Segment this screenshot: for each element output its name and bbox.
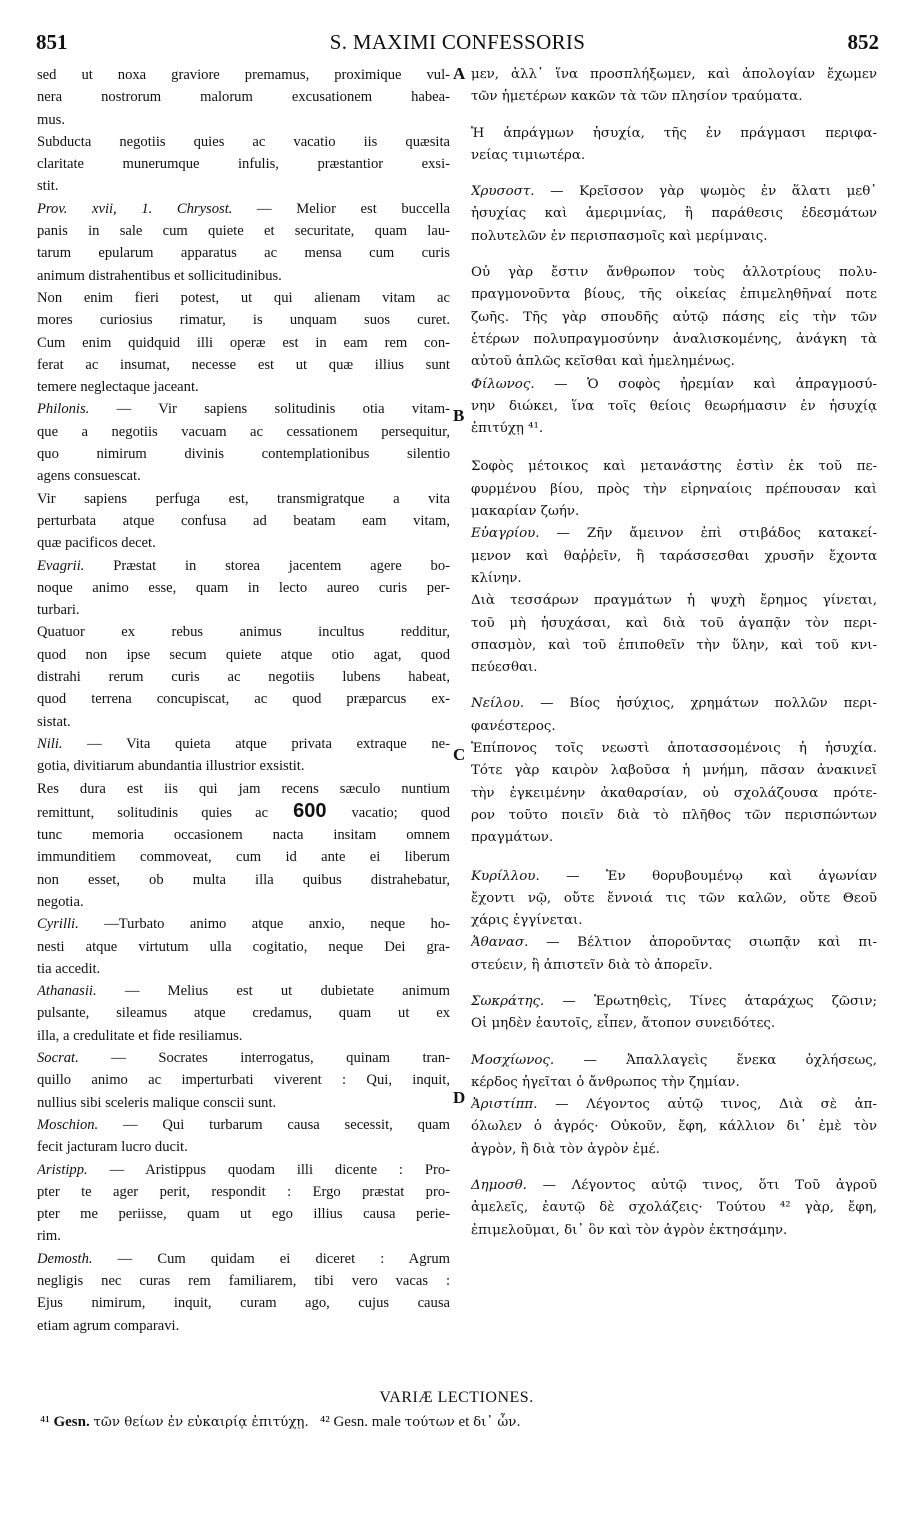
latin-line — [37, 891, 450, 913]
greek-paragraph — [471, 693, 877, 738]
latin-line-text: claritate munerumque infulis, præstantior exsi- — [37, 156, 450, 173]
greek-line-text: ἡσυχίας καὶ ἀμεριμνίας, ἢ παράθεσις ἐδεσμάτων — [471, 206, 877, 222]
greek-line — [471, 991, 877, 1013]
latin-line-text: sed ut noxa graviore premamus, proximique vul- — [37, 67, 450, 83]
latin-line — [37, 958, 450, 980]
latin-line — [37, 1159, 450, 1181]
greek-paragraph — [471, 866, 877, 933]
greek-line — [471, 613, 877, 635]
latin-paragraph — [37, 913, 450, 980]
latin-line-text: mus. — [37, 111, 65, 128]
latin-line — [37, 936, 450, 958]
greek-line-text: — Ἀπαλλαγεὶς ἕνεκα ὀχλήσεως, — [583, 1052, 877, 1068]
latin-line-text: — Vir sapiens solitudinis otia vitam- — [116, 401, 450, 418]
greek-paragraph — [471, 181, 877, 248]
column-number-marker: 600 — [268, 799, 352, 822]
latin-line — [37, 913, 450, 935]
latin-source-label: Socrat. — [37, 1050, 112, 1067]
latin-source-label: Prov. xvii, 1. Chrysost. — [37, 200, 258, 217]
greek-line — [471, 590, 877, 612]
latin-line — [37, 733, 450, 755]
latin-source-label: Athanasii. — [37, 983, 125, 1000]
greek-line-text: ἐπιτύχῃ ⁴¹. — [471, 421, 544, 437]
latin-line — [37, 1315, 450, 1337]
latin-line-text: ferat ac insumat, necesse est ut quæ illius sunt — [37, 356, 450, 373]
latin-source-label: Aristipp. — [37, 1161, 110, 1178]
latin-line — [37, 1136, 450, 1158]
greek-source-label: Ἀριστίππ. — [471, 1097, 556, 1113]
greek-line — [471, 1220, 877, 1242]
latin-line-text: quillo animo ac imperturbati viverent : Qui, inquit, — [37, 1072, 450, 1089]
latin-line-text: rim. — [37, 1228, 61, 1245]
latin-source-label: Philonis. — [37, 401, 117, 418]
greek-line — [471, 226, 877, 248]
latin-line — [37, 332, 450, 354]
latin-line — [37, 980, 450, 1002]
latin-line — [37, 198, 450, 220]
latin-line — [37, 1203, 450, 1225]
latin-line-text: sistat. — [37, 713, 71, 730]
variae-lectiones-notes — [40, 1414, 900, 1431]
latin-line-text: — Socrates interrogatus, quinam tran- — [111, 1050, 450, 1067]
latin-line — [37, 824, 450, 846]
latin-paragraph — [37, 1248, 450, 1337]
greek-line — [471, 716, 877, 738]
greek-line-text: Οὐ γὰρ ἔστιν ἄνθρωπον τοὺς ἀλλοτρίους πολυ- — [471, 265, 877, 281]
latin-paragraph — [37, 980, 450, 1047]
greek-line-text: ρον τοῦτο ποιεῖν διὰ τὸ πλῆθος τῶν περισπώντων — [471, 807, 877, 823]
margin-marker-d: D — [453, 1088, 466, 1107]
latin-line — [37, 465, 450, 487]
greek-line — [471, 418, 877, 440]
latin-paragraph — [37, 1047, 450, 1114]
latin-line-text: Subducta negotiis quies ac vacatio iis quæsita — [37, 133, 450, 150]
latin-line — [37, 800, 450, 824]
greek-line — [471, 568, 877, 590]
latin-line — [37, 621, 450, 643]
greek-line — [471, 783, 877, 805]
greek-paragraph — [471, 1094, 877, 1161]
greek-line — [471, 955, 877, 977]
greek-line — [471, 307, 877, 329]
greek-source-label: Κυρίλλου. — [471, 868, 567, 884]
greek-source-label: Φίλωνος. — [471, 376, 555, 392]
latin-line-text: tunc memoria occasionem nacta insitam omnem — [37, 827, 450, 844]
latin-line — [37, 443, 450, 465]
latin-line-text: vacatio; quod — [351, 804, 450, 821]
margin-marker-b: B — [453, 406, 465, 425]
greek-line-text: στεύειν, ἢ ἀπιστεῖν διὰ τὸ ἀπορεῖν. — [471, 957, 713, 973]
greek-line-text: κλίνην. — [471, 570, 522, 586]
greek-line — [471, 932, 877, 954]
greek-paragraph — [471, 991, 877, 1036]
latin-line-text: Res dura est iis qui jam recens sæculo nuntium — [37, 780, 450, 797]
greek-source-label: Ἀθανασ. — [471, 935, 547, 951]
latin-line-text: que a negotiis vacuam ac cessationem persequitur, — [37, 423, 450, 440]
latin-line-text: —Turbato animo atque anxio, neque ho- — [104, 916, 450, 933]
greek-line-text: νην διώκει, ἵνα τοῖς θείοις θεωρήμασιν ἐν ἡσυχίᾳ — [471, 398, 877, 414]
running-title: S. MAXIMI CONFESSORIS — [329, 30, 586, 54]
greek-line-text: κέρδος ἡγεῖται ὁ ἄνθρωπος τὴν ζημίαν. — [471, 1074, 740, 1090]
greek-line — [471, 181, 877, 203]
greek-line-text: — Ἐν θορυβουμένῳ καὶ ἀγωνίαν — [566, 868, 877, 884]
greek-line-text: Σοφὸς μέτοικος καὶ μετανάστης ἐστὶν ἐκ τοῦ πε- — [471, 459, 877, 475]
greek-paragraph — [471, 64, 877, 109]
latin-source-label: Nili. — [37, 735, 88, 752]
latin-line-text: — Melior est buccella — [257, 200, 450, 217]
greek-line-text: — Ζῆν ἄμεινον ἐπὶ στιβάδος κατακεί- — [556, 526, 877, 542]
greek-paragraph — [471, 123, 877, 168]
greek-paragraph — [471, 932, 877, 977]
right-page-number: 852 — [847, 30, 879, 54]
greek-line — [471, 456, 877, 478]
greek-line-text: φυρμένου βίου, πρὸς τὴν εἰρηναίοις πρέπουσαν καὶ — [471, 481, 877, 497]
latin-line — [37, 1248, 450, 1270]
latin-line-text: fecit jacturam lucro ducit. — [37, 1139, 188, 1156]
greek-line-text: ἀμελεῖς, ἑαυτῷ δὲ σχολάζεις· Τούτου ⁴² γὰρ, ἔφη, — [471, 1200, 877, 1216]
note-2-greek-2: δι᾽ ὧν. — [473, 1415, 521, 1430]
latin-line — [37, 265, 450, 287]
greek-line — [471, 866, 877, 888]
latin-line — [37, 555, 450, 577]
latin-paragraph — [37, 398, 450, 487]
greek-line — [471, 760, 877, 782]
latin-line — [37, 688, 450, 710]
latin-source-label: Moschion. — [37, 1116, 123, 1133]
latin-line-text: pter te ager perit, respondit : Ergo præstat pro- — [37, 1183, 450, 1200]
greek-line — [471, 86, 877, 108]
greek-source-label: Χρυσοστ. — [471, 184, 551, 200]
latin-line — [37, 755, 450, 777]
greek-line-text: τοῦ μὴ ἡσυχάσαι, καὶ διὰ τοῦ ἀγαπᾷν τὸν περι- — [471, 615, 877, 631]
latin-line — [37, 354, 450, 376]
latin-line-text: gotia, divitiarum abundantia illustrior exsistit. — [37, 758, 305, 775]
latin-line-text: quo nimirum divinis contemplationibus silentio — [37, 446, 450, 463]
latin-paragraph — [37, 1114, 450, 1159]
note-2-mid: et — [458, 1414, 470, 1430]
greek-line — [471, 262, 877, 284]
latin-line-text: tarum epularum apparatus ac mensa cum curis — [37, 245, 450, 262]
latin-line-text: immunditiem commoveat, cum id ante ei liberum — [37, 849, 450, 866]
latin-line-text: panis in sale cum quiete et securitate, quam lau- — [37, 223, 450, 240]
greek-line-text: Διὰ τεσσάρων πραγμάτων ἡ ψυχὴ ἔρημος γίνεται, — [471, 593, 877, 609]
latin-paragraph — [37, 778, 450, 914]
latin-line-text: perturbata atque confusa ad beatam eam vitam, — [37, 512, 450, 529]
greek-line — [471, 284, 877, 306]
greek-line-text: αὐτοῦ ἁπλῶς κεῖσθαι καὶ ἠμελημένως. — [471, 354, 735, 370]
latin-line — [37, 398, 450, 420]
latin-line — [37, 488, 450, 510]
latin-paragraph — [37, 555, 450, 622]
greek-line — [471, 374, 877, 396]
latin-paragraph — [37, 621, 450, 732]
latin-line-text: Quatuor ex rebus animus incultus redditur, — [37, 624, 450, 641]
greek-line-text: — Κρεῖσσον γὰρ ψωμὸς ἐν ἅλατι μεθ᾽ — [550, 184, 877, 200]
page-header — [36, 30, 879, 60]
greek-line — [471, 738, 877, 760]
note-2-label: Gesn. male — [333, 1414, 401, 1430]
latin-line — [37, 421, 450, 443]
latin-column — [37, 64, 450, 1337]
latin-line — [37, 599, 450, 621]
greek-line — [471, 635, 877, 657]
greek-line-text: Ἡ ἀπράγμων ἡσυχία, τῆς ἐν πράγμασι περιφα- — [471, 125, 877, 141]
greek-source-label: Μοσχίωνος. — [471, 1052, 584, 1068]
greek-line-text: μενον καὶ θαῤῥεῖν, ἢ ταράσσεσθαι χρυσῆν ἔχοντα — [471, 548, 877, 564]
latin-line — [37, 1181, 450, 1203]
note-2-greek: τούτων — [404, 1415, 455, 1430]
latin-line-text: non esset, ob multa illa quibus distrahebatur, — [37, 871, 450, 888]
latin-line — [37, 1002, 450, 1024]
latin-paragraph — [37, 64, 450, 131]
note-1-number: ⁴¹ — [40, 1414, 50, 1430]
greek-line — [471, 693, 877, 715]
latin-line — [37, 376, 450, 398]
greek-line-text: μακαρίαν ζωήν. — [471, 504, 580, 520]
latin-line-text: nesti atque virtutum ulla cogitatio, neque Dei gra- — [37, 938, 450, 955]
greek-line-text: ἔχοντι νῷ, οὔτε ἔννοιά τις τῶν καλῶν, οὔτε Θεοῦ — [471, 890, 877, 906]
greek-paragraph — [471, 1175, 877, 1242]
greek-line-text: — Βίος ἡσύχιος, χρημάτων πολλῶν περι- — [540, 696, 877, 712]
latin-line-text: noque animo esse, quam in lecto aureo curis per- — [37, 579, 450, 596]
greek-line-text: μεν, ἀλλ᾽ ἵνα προσπλήξωμεν, καὶ ἀπολογίαν ἔχωμεν — [471, 67, 877, 82]
margin-marker-c: C — [453, 745, 466, 764]
latin-line-text: temere neglectaque jaceant. — [37, 379, 199, 396]
greek-line — [471, 1197, 877, 1219]
greek-line-text: Οἱ μηδὲν ἑαυτοῖς, εἶπεν, ἄτοπον συνειδότες. — [471, 1016, 776, 1032]
greek-line — [471, 1175, 877, 1197]
latin-line-text: quæ pacificos decet. — [37, 535, 156, 552]
greek-source-label: Σωκράτης. — [471, 993, 563, 1009]
greek-line-text: πραγμάτων. — [471, 830, 554, 846]
latin-line-text: distrahi rerum curis ac negotiis lubens habeat, — [37, 669, 450, 686]
latin-line — [37, 1114, 450, 1136]
greek-line-text: — Ὁ σοφὸς ἠρεμίαν καὶ ἀπραγμοσύ- — [554, 376, 877, 392]
greek-paragraph — [471, 590, 877, 679]
latin-line-text: turbari. — [37, 602, 80, 619]
greek-line — [471, 396, 877, 418]
greek-line-text: ἀγρὸν, ἢ διὰ τὸν ἀγρὸν ἐμέ. — [471, 1141, 660, 1157]
greek-line — [471, 501, 877, 523]
latin-line-text: — Vita quieta atque privata extraque ne- — [87, 735, 450, 752]
latin-line — [37, 1025, 450, 1047]
latin-line — [37, 1292, 450, 1314]
latin-line — [37, 242, 450, 264]
greek-line — [471, 805, 877, 827]
greek-line-text: ἑτέρων πολυπραγμοσύνην ἀναλισκομένης, ἀνάγκη τὰ — [471, 331, 877, 347]
latin-line-text: animum distrahentibus et sollicitudinibus. — [37, 267, 282, 284]
greek-line — [471, 1139, 877, 1161]
greek-line — [471, 546, 877, 568]
latin-line-text: — Qui turbarum causa secessit, quam — [123, 1116, 450, 1133]
greek-line — [471, 145, 877, 167]
latin-line-text: negligis nec curas rem familiarem, tibi vero vacas : — [37, 1273, 450, 1290]
greek-line — [471, 479, 877, 501]
latin-line — [37, 86, 450, 108]
latin-line — [37, 309, 450, 331]
greek-line-text: πολυτελῶν ἐν περισπασμοῖς καὶ μερίμναις. — [471, 228, 768, 244]
greek-line-text: Ἐπίπονος τοῖς νεωστὶ ἀποτασσομένοις ἡ ἡσυχία. — [471, 741, 877, 757]
latin-line-text: remittunt, solitudinis quies ac — [37, 804, 269, 821]
greek-line — [471, 1116, 877, 1138]
greek-line — [471, 1094, 877, 1116]
latin-line-text: mores curiosius rimatur, is unquam suos curet. — [37, 312, 450, 329]
greek-line-text: όλωλεν ὁ ἀγρός· Οὐκοῦν, ἔφη, κάλλιον δι᾽ ἐμὲ τὸν — [471, 1119, 877, 1135]
left-page-number: 851 — [36, 30, 68, 54]
latin-paragraph — [37, 287, 450, 398]
greek-line-text: φανέστερος. — [471, 718, 556, 734]
latin-line-text: quod terrena concupiscat, ac quod præparcus ex- — [37, 691, 450, 708]
note-2-number: ⁴² — [319, 1414, 330, 1430]
variae-lectiones-title: VARIÆ LECTIONES. — [379, 1389, 534, 1406]
latin-line — [37, 778, 450, 800]
latin-line — [37, 1270, 450, 1292]
latin-line-text: nera nostrorum malorum excusationem habea- — [37, 89, 450, 106]
greek-line — [471, 1050, 877, 1072]
greek-source-label: Νείλου. — [471, 696, 541, 712]
latin-source-label: Cyrilli. — [37, 916, 105, 933]
latin-paragraph — [37, 488, 450, 555]
latin-paragraph — [37, 1159, 450, 1248]
greek-line — [471, 203, 877, 225]
latin-line — [37, 220, 450, 242]
latin-line — [37, 1069, 450, 1091]
greek-paragraph — [471, 738, 877, 849]
latin-line — [37, 532, 450, 554]
latin-paragraph — [37, 198, 450, 287]
greek-source-label: Δημοσθ. — [471, 1178, 543, 1194]
latin-line — [37, 175, 450, 197]
greek-line-text: Τότε γὰρ καιρὸν λαβοῦσα ἡ μνήμη, πᾶσαν ἀνακινεῖ — [471, 763, 877, 779]
latin-line — [37, 846, 450, 868]
greek-source-label: Εὐαγρίου. — [471, 526, 557, 542]
latin-line — [37, 153, 450, 175]
greek-paragraph — [471, 456, 877, 523]
greek-line — [471, 1013, 877, 1035]
greek-line-text: χάρις ἐγγίνεται. — [471, 913, 583, 929]
latin-line — [37, 644, 450, 666]
latin-source-label: Evagrii. — [37, 557, 114, 574]
latin-line-text: pter me periisse, quam ut ego illius causa perie- — [37, 1206, 450, 1223]
latin-line-text: — Melius est ut dubietate animum — [124, 983, 450, 1000]
latin-line — [37, 109, 450, 131]
latin-paragraph — [37, 733, 450, 778]
latin-line-text: Non enim fieri potest, ut qui alienam vitam ac — [37, 289, 450, 306]
greek-line-text: — Λέγοντος αὐτῷ τινος, ὅτι Τοῦ ἀγροῦ — [542, 1178, 877, 1194]
greek-line-text: τῶν ἡμετέρων κακῶν τὰ τῶν πλησίον τραύματα. — [471, 89, 803, 105]
greek-line-text: τὴν ἐγκειμένην ἀκαθαρσίαν, οὐ σχολάζουσα πρότε- — [471, 785, 877, 801]
greek-paragraph — [471, 1050, 877, 1095]
latin-line — [37, 510, 450, 532]
latin-line — [37, 64, 450, 86]
latin-line-text: nullius sibi sceleris malique conscii sunt. — [37, 1094, 277, 1111]
latin-line-text: — Cum quidam ei diceret : Agrum — [117, 1250, 450, 1267]
note-1-greek: τῶν θείων ἐν εὐκαιρίᾳ ἐπιτύχῃ. — [93, 1415, 309, 1430]
greek-line-text: πραγμονοῦντα βίους, τῆς οἰκείας ἐπιμεληθῆναί ποτε — [471, 287, 877, 303]
greek-line-text: — Βέλτιον ἀποροῦντας σιωπᾷν καὶ πι- — [546, 935, 877, 951]
greek-line-text: ζωῆς. Τῆς γὰρ σπουδῆς αὐτῷ πάσης εἰς τὴν τῶν — [471, 309, 877, 325]
latin-line-text: quod non ipse secum quiete atque otio agat, quod — [37, 646, 450, 663]
latin-line-text: — Aristippus quodam illi dicente : Pro- — [109, 1161, 450, 1178]
greek-line — [471, 657, 877, 679]
latin-line-text: illa, a credulitate et fide resiliamus. — [37, 1027, 243, 1044]
greek-line — [471, 329, 877, 351]
latin-line-text: agens consuescat. — [37, 468, 141, 485]
latin-line-text: stit. — [37, 178, 59, 195]
greek-column — [471, 64, 877, 1242]
latin-line-text: Præstat in storea jacentem agere bo- — [113, 557, 450, 574]
greek-line-text: — Ἐρωτηθεὶς, Τίνες ἀταράχως ζῶσιν; — [562, 993, 877, 1009]
latin-line — [37, 869, 450, 891]
greek-paragraph — [471, 374, 877, 441]
latin-line — [37, 577, 450, 599]
greek-line — [471, 123, 877, 145]
greek-line-text: — Λέγοντος αὐτῷ τινος, Διὰ σὲ ἀπ- — [555, 1097, 877, 1113]
latin-line — [37, 1225, 450, 1247]
greek-line — [471, 523, 877, 545]
greek-line — [471, 1072, 877, 1094]
greek-line — [471, 64, 877, 86]
latin-paragraph — [37, 131, 450, 198]
greek-line — [471, 888, 877, 910]
latin-source-label: Demosth. — [37, 1250, 118, 1267]
latin-line — [37, 131, 450, 153]
latin-line — [37, 1092, 450, 1114]
latin-line — [37, 1047, 450, 1069]
latin-line-text: pulsante, sileamus atque credamus, quam ut ex — [37, 1005, 450, 1022]
latin-line-text: Ejus nimirum, inquit, curam ago, cujus causa — [37, 1295, 450, 1312]
latin-line-text: Cum enim quidquid illi operæ est in eam rem con- — [37, 334, 450, 351]
note-1-label: Gesn. — [53, 1414, 90, 1430]
greek-paragraph — [471, 262, 877, 373]
latin-line-text: Vir sapiens perfuga est, transmigratque a vita — [37, 490, 450, 507]
latin-line — [37, 711, 450, 733]
latin-line-text: etiam agrum comparavi. — [37, 1317, 180, 1334]
latin-line-text: tia accedit. — [37, 960, 101, 977]
greek-line-text: πεύεσθαι. — [471, 660, 538, 676]
greek-line-text: ἐπιμελοῦμαι, δι᾽ ὃν καὶ τὸν ἀγρὸν ἐκτησάμην. — [471, 1222, 788, 1238]
greek-line — [471, 827, 877, 849]
greek-line — [471, 910, 877, 932]
greek-paragraph — [471, 523, 877, 590]
greek-line — [471, 351, 877, 373]
margin-marker-a: A — [453, 64, 466, 83]
greek-line-text: νείας τιμιωτέρα. — [471, 147, 586, 163]
latin-line — [37, 666, 450, 688]
latin-line-text: negotia. — [37, 893, 84, 910]
greek-line-text: σπασμὸν, καὶ τοῦ ἐπιποθεῖν τὴν ὕλην, καὶ τοῦ κνι- — [471, 637, 877, 653]
latin-line — [37, 287, 450, 309]
